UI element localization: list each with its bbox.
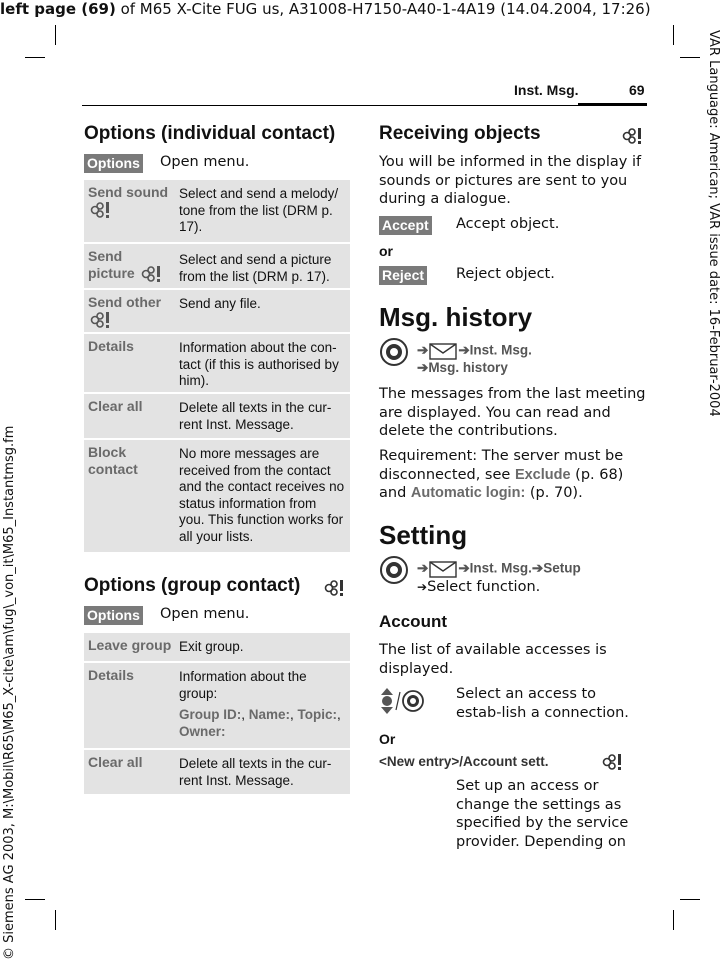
option-description: Delete all texts in the cur-rent Inst. Message. (179, 400, 332, 432)
table-row (84, 290, 350, 332)
menu-path-history (379, 337, 409, 367)
table-row (84, 394, 350, 438)
table-row (84, 440, 350, 552)
section-heading-receiving: Receiving objects (379, 123, 541, 144)
or-label: or (379, 243, 393, 259)
new-entry-menu-item[interactable]: <New entry>/Account sett. (379, 754, 549, 769)
option-name: Details (88, 338, 134, 354)
control-key-icon (379, 555, 409, 585)
header-rule (82, 105, 647, 106)
history-requirement: Requirement: The server must be disconnected, see Exclude (p. 68) and Automatic login: (p. 70). (379, 448, 624, 501)
account-description: The list of available accesses is displayed. (379, 642, 607, 677)
section-heading-group: Options (group contact) (84, 575, 301, 596)
select-access-description: Select an access to estab-lish a connection. (456, 686, 629, 721)
option-name: Block contact (88, 444, 138, 477)
crop-mark (25, 57, 45, 58)
crop-mark (55, 25, 56, 45)
option-name: Clear all (88, 754, 143, 770)
option-description: No more messages are received from the contact and the contact receives no status information from you. This function works for all your lists. (179, 446, 345, 544)
table-row (84, 244, 350, 288)
reject-description: Reject object. (456, 266, 555, 282)
option-name: Clear all (88, 398, 143, 414)
subsection-heading-account: Account (379, 612, 447, 631)
options-softkey[interactable]: Options (84, 154, 143, 173)
options-softkey[interactable]: Options (84, 606, 143, 625)
control-key-icon (379, 337, 409, 367)
menu-path-line1: ➔ ➔Inst. Msg.➔Setup (417, 559, 581, 579)
option-name: Send sound (88, 184, 172, 219)
section-heading-history: Msg. history (379, 302, 533, 332)
menu-path-line2: ➔Msg. history (417, 360, 508, 375)
table-row (84, 180, 350, 242)
variant-info-vertical: VAR Language: American; VAR issue date: 16-Februar-2004 (706, 30, 721, 417)
wap-icon (88, 201, 114, 219)
page-number: 69 (629, 82, 645, 98)
reject-softkey-row (379, 265, 427, 285)
crop-mark (673, 910, 674, 930)
navigation-key-icon (379, 686, 425, 716)
details-intro: Information about the group: (179, 669, 307, 701)
menu-path-line1: ➔ ➔Inst. Msg. (417, 341, 532, 361)
accept-softkey[interactable]: Accept (379, 216, 432, 235)
key-combination (379, 686, 425, 716)
document-source-line: left page (69) of M65 X-Cite FUG us, A31008-H7150-A40-1-4A19 (14.04.2004, 17:26) (0, 0, 651, 18)
option-name: Send picture (88, 248, 172, 283)
option-description: Send any file. (179, 296, 261, 311)
option-description (179, 669, 345, 740)
crop-mark (673, 25, 674, 45)
section-heading-individual: Options (individual contact) (84, 123, 336, 144)
crop-mark (55, 910, 56, 930)
header-rule-accent (578, 103, 647, 106)
option-name: Send other (88, 294, 172, 329)
option-description: Delete all texts in the cur-rent Inst. Message. (179, 756, 332, 788)
crop-mark (25, 899, 45, 900)
accept-description: Accept object. (456, 216, 560, 232)
wap-icon (139, 265, 165, 283)
reject-softkey[interactable]: Reject (379, 266, 427, 285)
option-name: Details (88, 667, 134, 683)
envelope-icon (428, 559, 458, 579)
option-description: Information about the con-tact (if this is authorised by him). (179, 340, 339, 388)
section-heading-setting: Setting (379, 520, 468, 550)
option-description: Select and send a picture from the list (DRM p. 17). (179, 252, 332, 284)
accept-softkey-row (379, 215, 432, 235)
option-description: Select and send a melody/ tone from the list (DRM p. 17). (179, 186, 339, 234)
running-header-title: Inst. Msg. (514, 82, 579, 98)
table-row (84, 633, 350, 661)
options-softkey-row (84, 605, 143, 625)
history-description: The messages from the last meeting are displayed. You can read and delete the contributions. (379, 386, 646, 439)
option-name: Leave group (88, 637, 172, 653)
setup-description: Set up an access or change the settings as specified by the service provider. Depending on (456, 778, 629, 850)
menu-path-line2: ➔Select function. (417, 579, 541, 595)
receiving-description: You will be informed in the display if sounds or pictures are sent to you during a dialogue. (379, 154, 642, 207)
wap-icon (620, 127, 646, 145)
wap-icon (600, 753, 626, 771)
table-row (84, 750, 350, 794)
details-fields: Group ID:, Name:, Topic:, Owner: (179, 707, 341, 739)
table-row (84, 663, 350, 748)
menu-path-setting (379, 555, 409, 585)
wap-icon (88, 311, 114, 329)
crop-mark (680, 899, 700, 900)
table-row (84, 334, 350, 392)
softkey-description: Open menu. (160, 154, 250, 170)
crop-mark (680, 57, 700, 58)
options-softkey-row (84, 153, 143, 173)
wap-icon (322, 579, 348, 597)
or-label: Or (379, 731, 396, 747)
envelope-icon (428, 341, 458, 361)
option-description: Exit group. (179, 639, 244, 654)
copyright-path-vertical: © Siemens AG 2003, M:\Mobil\R65\M65_X-cite\am\fug\_von_it\M65_Instantmsg.fm (2, 425, 17, 960)
softkey-description: Open menu. (160, 606, 250, 622)
